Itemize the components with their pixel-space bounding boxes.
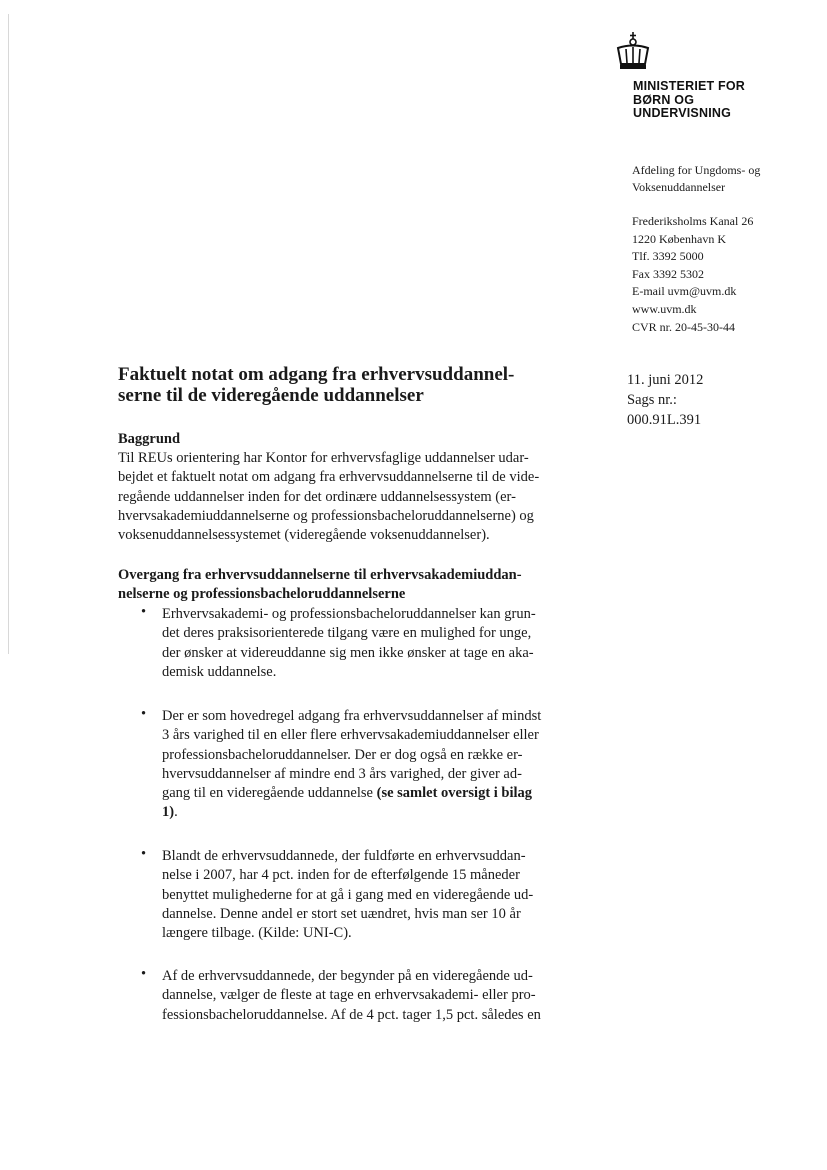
bullet-marker: • xyxy=(141,966,147,982)
bullet-line: demisk uddannelse. xyxy=(162,663,277,680)
bullet-line: benyttet mulighederne for at gå i gang med en videregående ud- xyxy=(162,886,534,903)
address-email: E-mail uvm@uvm.dk xyxy=(632,284,737,299)
paragraph-line: bejdet et faktuelt notat om adgang fra erhvervsuddannelserne til de vide- xyxy=(118,469,540,486)
document-title xyxy=(118,364,578,406)
crown-logo-icon xyxy=(614,32,652,72)
bullet-marker: • xyxy=(141,846,147,862)
bullet-line: Blandt de erhvervsuddannede, der fuldførte en erhvervsuddan- xyxy=(162,848,526,864)
bullet-line: hvervsuddannelser af mindre end 3 års varighed, der giver ad- xyxy=(162,765,522,782)
bullet-text: gang til en videregående uddannelse xyxy=(162,785,377,802)
bullet-text: . xyxy=(174,804,178,821)
document-date: 11. juni 2012 xyxy=(627,372,704,388)
title-line: Faktuelt notat om adgang fra erhvervsuddannel- xyxy=(118,364,515,385)
heading-line: Overgang fra erhvervsuddannelserne til erhvervsakademiuddan- xyxy=(118,567,522,583)
bullet-line: professionsbacheloruddannelser. Der er dog også en række er- xyxy=(162,746,523,763)
paragraph-line: Til REUs orientering har Kontor for erhvervsfaglige uddannelser udar- xyxy=(118,450,529,466)
address-phone: Tlf. 3392 5000 xyxy=(632,249,704,264)
ministry-name xyxy=(633,80,745,121)
address-block xyxy=(632,213,753,336)
heading-line: nelserne og professionsbacheloruddannelserne xyxy=(118,586,406,603)
paragraph-line: regående uddannelser inden for det ordinære uddannelsessystem (er- xyxy=(118,488,516,505)
bullet-line: Der er som hovedregel adgang fra erhvervsuddannelser af mindst xyxy=(162,708,542,724)
bullet-line: der ønsker at videreuddanne sig men ikke ønsker at tage en aka- xyxy=(162,644,534,661)
address-city: 1220 København K xyxy=(632,231,726,246)
bullet-item-1 xyxy=(162,605,536,682)
address-web: www.uvm.dk xyxy=(632,301,697,316)
document-meta xyxy=(627,370,703,430)
address-street: Frederiksholms Kanal 26 xyxy=(632,214,754,228)
bullet-line: det deres praksisorienterede tilgang være en mulighed for unge, xyxy=(162,625,532,642)
bullet-item-4 xyxy=(162,967,541,1025)
section-heading-background: Baggrund xyxy=(118,431,181,447)
case-number: 000.91L.391 xyxy=(627,412,702,428)
title-line: serne til de videregående uddannelser xyxy=(118,385,424,406)
ministry-line: MINISTERIET FOR xyxy=(633,79,746,93)
bullet-line: Erhvervsakademi- og professionsbacheloruddannelser kan grun- xyxy=(162,606,536,622)
bullet-line: fessionsbacheloruddannelse. Af de 4 pct. tager 1,5 pct. således en xyxy=(162,1006,541,1023)
department-line: Afdeling for Ungdoms- og xyxy=(632,163,761,177)
bullet-line: Af de erhvervsuddannede, der begynder på en videregående ud- xyxy=(162,968,533,984)
background-paragraph xyxy=(118,449,539,545)
ministry-line: UNDERVISNING xyxy=(633,106,732,120)
ministry-line: BØRN OG xyxy=(633,92,695,107)
bullet-marker: • xyxy=(141,604,147,620)
department-line: Voksenuddannelser xyxy=(632,180,726,194)
bullet-item-2 xyxy=(162,707,541,823)
address-cvr: CVR nr. 20-45-30-44 xyxy=(632,319,735,334)
paragraph-line: hvervsakademiuddannelserne og professionsbacheloruddannelserne) og xyxy=(118,507,534,524)
annex-reference: (se samlet oversigt i bilag xyxy=(376,785,533,802)
case-number-label: Sags nr.: xyxy=(627,392,677,408)
bullet-line: længere tilbage. (Kilde: UNI-C). xyxy=(162,925,352,942)
department xyxy=(632,162,760,196)
bullet-line: dannelse. Denne andel er stort set uændret, hvis man ser 10 år xyxy=(162,905,521,922)
address-fax: Fax 3392 5302 xyxy=(632,266,704,281)
annex-reference-end: 1) xyxy=(162,804,175,821)
paragraph-line: voksenuddannelsessystemet (videregående voksenuddannelser). xyxy=(118,527,490,544)
bullet-line: dannelse, vælger de fleste at tage en erhvervsakademi- eller pro- xyxy=(162,987,536,1004)
section-heading-transition xyxy=(118,566,522,605)
bullet-marker: • xyxy=(141,706,147,722)
page-edge-line xyxy=(8,14,9,654)
bullet-line: nelse i 2007, har 4 pct. inden for de efterfølgende 15 måneder xyxy=(162,867,520,884)
bullet-line xyxy=(162,803,541,822)
bullet-line xyxy=(162,784,541,803)
bullet-item-3 xyxy=(162,847,533,943)
bullet-line: 3 års varighed til en eller flere erhvervsakademiuddannelser eller xyxy=(162,727,539,744)
